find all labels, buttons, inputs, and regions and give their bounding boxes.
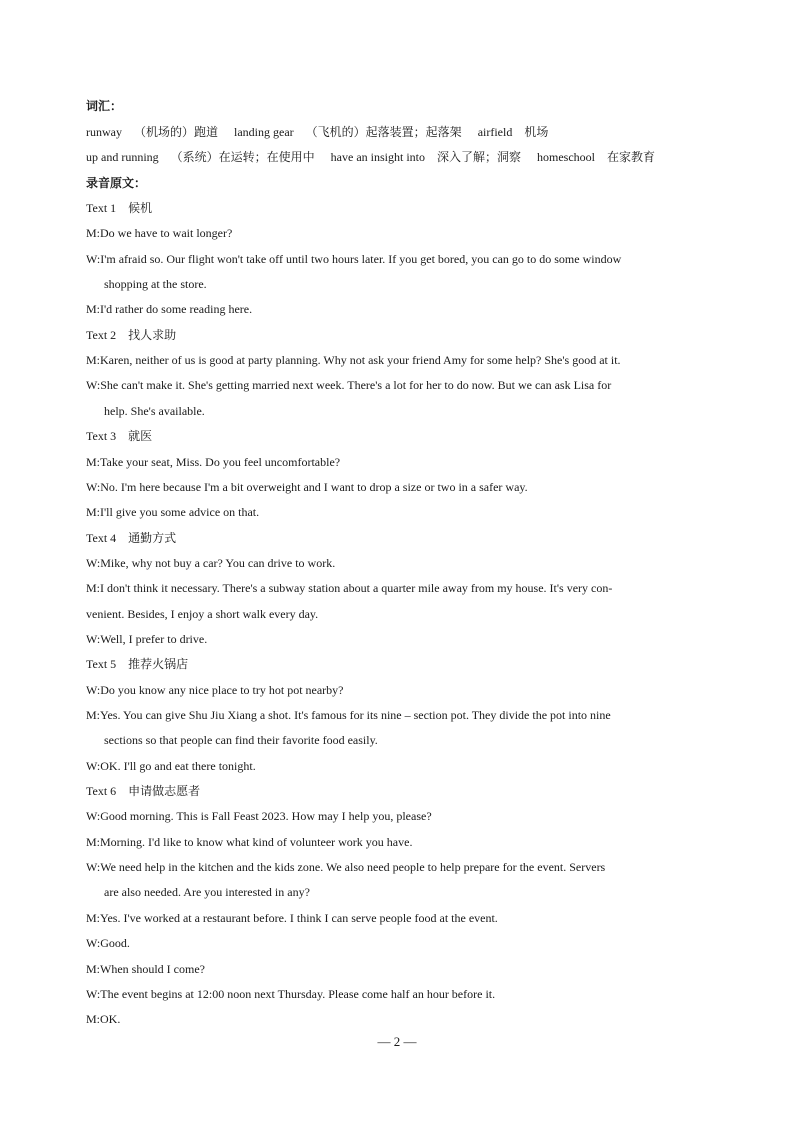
text-topic: 找人求助: [128, 327, 177, 342]
text-section-title: [86, 656, 716, 672]
dialogue-text: Well, I prefer to drive.: [100, 631, 208, 646]
speaker-label: M: [86, 708, 97, 722]
speaker-label: W: [86, 809, 97, 824]
vocab-term: runway: [86, 125, 122, 139]
speaker-colon: :: [96, 226, 101, 241]
text-section-title: [86, 428, 716, 444]
speaker-colon: :: [96, 479, 101, 494]
dialogue-line: [86, 1011, 716, 1027]
dialogue-text: Take your seat, Miss. Do you feel uncomfortable?: [100, 454, 341, 469]
speaker-label: W: [86, 555, 97, 570]
dialogue-line: [86, 707, 716, 723]
speaker-colon: :: [96, 834, 101, 849]
text-section-title: [86, 327, 716, 343]
speaker-colon: :: [96, 555, 101, 570]
vocab-term: have an insight into: [330, 150, 425, 164]
speaker-label: W: [86, 378, 97, 393]
text-number: Text 5: [86, 657, 117, 672]
dialogue-text: OK.: [100, 1012, 121, 1027]
dialogue-text: Mike, why not buy a car? You can drive to work.: [100, 555, 336, 570]
speaker-label: W: [86, 682, 97, 697]
dialogue-continuation: help. She's available.: [104, 403, 205, 418]
speaker-colon: :: [96, 251, 101, 266]
speaker-label: W: [86, 986, 97, 1001]
text-number: Text 4: [86, 530, 117, 545]
text-section-title: [86, 783, 716, 799]
speaker-label: M: [86, 353, 97, 368]
speaker-label: M: [86, 581, 97, 596]
dialogue-line: [86, 251, 716, 267]
dialogue-continuation: sections so that people can find their favorite food easily.: [104, 733, 378, 748]
speaker-label: W: [86, 631, 97, 646]
dialogue-text: No. I'm here because I'm a bit overweight and I want to drop a size or two in a safer way.: [100, 479, 528, 494]
text-topic: 推荐火锅店: [128, 657, 189, 672]
text-number: Text 1: [86, 201, 117, 215]
dialogue-continuation: venient. Besides, I enjoy a short walk every day.: [86, 606, 319, 621]
vocab-term: homeschool: [537, 150, 596, 164]
text-topic: 就医: [128, 429, 153, 444]
dialogue-line: [86, 986, 716, 1002]
dialogue-text: She can't make it. She's getting married next week. There's a lot for her to do now. But we can ask Lisa for: [100, 378, 612, 393]
dialogue-text: When should I come?: [100, 961, 205, 976]
dialogue-line: [86, 377, 716, 393]
speaker-label: M: [86, 226, 97, 241]
speaker-label: W: [86, 936, 97, 951]
dialogue-line: [86, 834, 716, 850]
vocab-definition: 在家教育: [607, 150, 656, 164]
speaker-colon: :: [96, 302, 101, 317]
dialogue-text: Yes. I've worked at a restaurant before. I think I can serve people food at the event.: [100, 910, 498, 925]
speaker-colon: :: [96, 1012, 101, 1027]
speaker-colon: :: [96, 936, 101, 951]
dialogue-text: I'm afraid so. Our flight won't take off until two hours later. If you get bored, you can go to do some window: [100, 251, 622, 266]
speaker-colon: :: [96, 708, 101, 722]
dialogue-text: Morning. I'd like to know what kind of volunteer work you have.: [100, 834, 413, 849]
speaker-label: M: [86, 505, 97, 520]
dialogue-line: [86, 631, 716, 647]
speaker-label: W: [86, 758, 97, 773]
dialogue-line: [86, 504, 716, 520]
speaker-colon: :: [96, 910, 101, 925]
dialogue-continuation: are also needed. Are you interested in any?: [104, 885, 310, 900]
speaker-label: M: [86, 834, 97, 849]
dialogue-text: Do we have to wait longer?: [100, 226, 233, 241]
speaker-colon: :: [96, 809, 101, 824]
dialogue-line: [86, 225, 716, 241]
text-topic: 候机: [128, 201, 153, 215]
speaker-label: W: [86, 479, 97, 494]
dialogue-line: [86, 758, 716, 774]
speaker-label: M: [86, 910, 97, 925]
text-number: Text 3: [86, 429, 117, 444]
dialogue-text: We need help in the kitchen and the kids zone. We also need people to help prepare for the event. Servers: [100, 860, 606, 875]
vocab-definition: （飞机的）起落装置；起落架: [305, 125, 462, 139]
text-section-title: [86, 200, 716, 216]
speaker-label: W: [86, 251, 97, 266]
text-number: Text 6: [86, 784, 117, 799]
vocab-term: airfield: [477, 125, 513, 139]
dialogue-line: [86, 555, 716, 571]
dialogue-continuation: shopping at the store.: [104, 277, 207, 292]
vocab-line-1: [86, 124, 716, 140]
dialogue-text: Do you know any nice place to try hot pot nearby?: [100, 682, 344, 697]
dialogue-line: [86, 580, 716, 596]
transcript-heading: 录音原文：: [86, 176, 147, 190]
dialogue-line: [86, 859, 716, 875]
text-topic: 申请做志愿者: [128, 784, 201, 799]
speaker-label: M: [86, 1012, 97, 1027]
page-number: — 2 —: [377, 1034, 417, 1049]
dialogue-text: I don't think it necessary. There's a subway station about a quarter mile away from my house. It's very con-: [100, 581, 613, 596]
speaker-colon: :: [96, 682, 101, 697]
speaker-label: W: [86, 860, 97, 875]
speaker-colon: :: [96, 505, 101, 520]
speaker-label: M: [86, 454, 97, 469]
speaker-colon: :: [96, 454, 101, 469]
dialogue-text: Good.: [100, 936, 130, 951]
dialogue-line: [86, 808, 716, 824]
vocab-definition: （机场的）跑道: [134, 125, 219, 139]
dialogue-line: [86, 961, 716, 977]
dialogue-text: Yes. You can give Shu Jiu Xiang a shot. It's famous for its nine – section pot. They divide the pot into nine: [100, 708, 611, 722]
dialogue-line: [86, 682, 716, 698]
dialogue-line: [86, 454, 716, 470]
speaker-colon: :: [96, 353, 101, 368]
text-section-title: [86, 530, 716, 546]
dialogue-text: OK. I'll go and eat there tonight.: [100, 758, 256, 773]
dialogue-text: Good morning. This is Fall Feast 2023. How may I help you, please?: [100, 809, 432, 824]
dialogue-line: [86, 910, 716, 926]
speaker-colon: :: [96, 986, 101, 1001]
dialogue-line: [86, 479, 716, 495]
vocab-definition: （系统）在运转；在使用中: [170, 150, 315, 164]
vocab-term: landing gear: [234, 125, 294, 139]
text-topic: 通勤方式: [128, 530, 177, 545]
dialogue-text: Karen, neither of us is good at party planning. Why not ask your friend Amy for some help? She's good at it.: [100, 353, 621, 368]
dialogue-text: I'd rather do some reading here.: [100, 302, 253, 317]
text-number: Text 2: [86, 327, 117, 342]
speaker-colon: :: [96, 758, 101, 773]
speaker-label: M: [86, 961, 97, 976]
speaker-colon: :: [96, 581, 101, 596]
dialogue-line: [86, 301, 716, 317]
speaker-label: M: [86, 302, 97, 317]
speaker-colon: :: [96, 378, 101, 393]
speaker-colon: :: [96, 631, 101, 646]
vocab-definition: 机场: [524, 125, 549, 139]
vocab-definition: 深入了解；洞察: [437, 150, 522, 164]
speaker-colon: :: [96, 961, 101, 976]
dialogue-line: [86, 352, 716, 368]
vocab-heading: 词汇：: [86, 99, 123, 113]
vocab-term: up and running: [86, 150, 159, 164]
dialogue-text: The event begins at 12:00 noon next Thursday. Please come half an hour before it.: [100, 986, 496, 1001]
vocab-line-2: [86, 149, 716, 165]
speaker-colon: :: [96, 860, 101, 875]
dialogue-line: [86, 935, 716, 951]
dialogue-text: I'll give you some advice on that.: [100, 505, 260, 520]
